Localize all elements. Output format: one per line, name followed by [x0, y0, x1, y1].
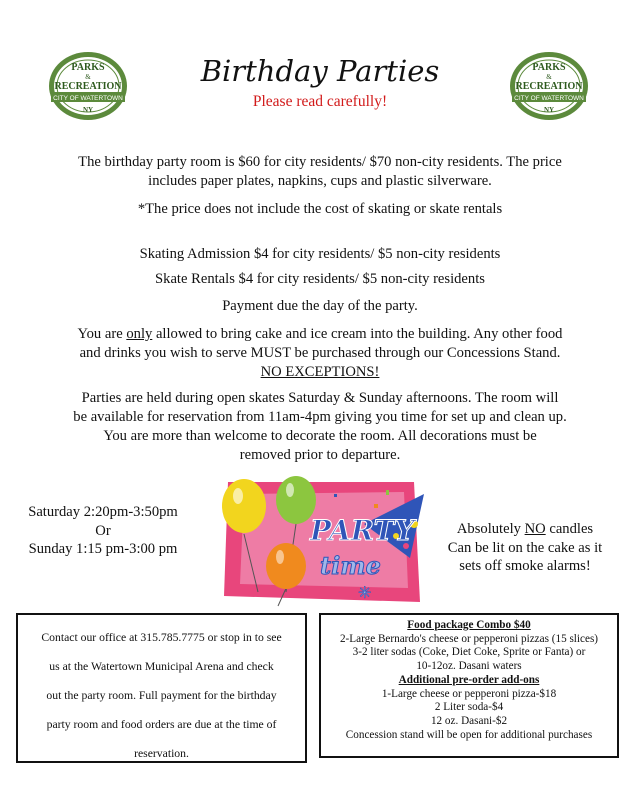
payment-note: Payment due the day of the party. — [222, 298, 418, 314]
logo-top-text: PARKS — [532, 62, 566, 73]
logo-city-text: CITY OF WATERTOWN — [53, 95, 123, 102]
addons-heading: Additional pre-order add-ons — [398, 673, 540, 686]
food-package-box — [319, 613, 619, 758]
candles-post: candles — [545, 521, 594, 537]
parks-recreation-logo-left — [47, 50, 129, 122]
contact-line-5: reservation. — [134, 747, 189, 760]
addon-2: 2 Liter soda-$4 — [434, 701, 504, 714]
page-subtitle: Please read carefully! — [252, 93, 388, 110]
addon-3: 12 oz. Dasani-$2 — [430, 714, 508, 727]
parks-recreation-logo-right — [508, 50, 590, 122]
addon-1: 1-Large cheese or pepperoni pizza-$18 — [381, 687, 557, 700]
logo-amp: & — [85, 73, 91, 81]
contact-line-1: Contact our office at 315.785.7775 or stop in to see — [41, 631, 282, 644]
logo-amp: & — [546, 73, 552, 81]
food-rule-paragraph — [40, 325, 600, 382]
candles-line-3: sets off smoke alarms! — [459, 558, 591, 574]
schedule-line-2: be available for reservation from 11am-4pm giving you time for set up and clean up. — [73, 409, 567, 425]
food-rule-line-1 — [40, 325, 600, 344]
svg-text:✳: ✳ — [358, 583, 372, 602]
price-note: *The price does not include the cost of skating or skate rentals — [137, 201, 503, 217]
candles-line-1 — [430, 520, 620, 539]
logo-top-text: PARKS — [71, 62, 105, 73]
party-time-graphic — [214, 474, 428, 608]
schedule-line-1: Parties are held during open skates Saturday & Sunday afternoons. The room will — [81, 390, 559, 406]
party-word: PARTY — [310, 514, 415, 547]
candles-pre: Absolutely — [456, 521, 525, 537]
schedule-line-3: You are more than welcome to decorate the room. All decorations must be — [103, 428, 537, 444]
saturday-time: Saturday 2:20pm-3:50pm — [28, 504, 178, 520]
schedule-paragraph — [40, 389, 600, 465]
logo-state-text: NY — [543, 106, 555, 114]
skate-rentals: Skate Rentals $4 for city residents/ $5 non-city residents — [155, 271, 485, 287]
time-word: time — [320, 551, 381, 580]
logo-middle-text: RECREATION — [515, 81, 583, 92]
schedule-line-4: removed prior to departure. — [239, 447, 401, 463]
price-line-1: The birthday party room is $60 for city residents/ $70 non-city residents. The price — [78, 154, 562, 170]
page-title: Birthday Parties — [200, 54, 440, 88]
no-exceptions: NO EXCEPTIONS! — [260, 364, 380, 380]
price-paragraph — [40, 153, 600, 191]
contact-line-3: out the party room. Full payment for the birthday — [46, 689, 277, 702]
logo-city-text: CITY OF WATERTOWN — [514, 95, 584, 102]
contact-line-4: party room and food orders are due at the time of — [46, 718, 277, 731]
combo-item-3: 10-12oz. Dasani waters — [416, 660, 522, 673]
food-rule-only: only — [126, 326, 153, 342]
combo-item-2: 3-2 liter sodas (Coke, Diet Coke, Sprite or Fanta) or — [352, 646, 586, 659]
contact-box — [16, 613, 307, 763]
candles-no: NO — [524, 521, 546, 537]
food-rule-line-2: and drinks you wish to serve MUST be purchased through our Concessions Stand. — [79, 345, 561, 361]
logo-emblem-icon — [47, 50, 129, 122]
candles-line-2: Can be lit on the cake as it — [447, 539, 603, 556]
party-times — [8, 503, 198, 559]
combo-heading: Food package Combo $40 — [407, 619, 531, 631]
contact-line-2: us at the Watertown Municipal Arena and check — [49, 660, 274, 673]
price-line-2: includes paper plates, napkins, cups and plastic silverware. — [148, 173, 492, 189]
logo-state-text: NY — [82, 106, 94, 114]
food-rule-post: allowed to bring cake and ice cream into the building. Any other food — [152, 326, 563, 342]
combo-item-1: 2-Large Bernardo's cheese or pepperoni pizzas (15 slices) — [339, 632, 599, 645]
or-text: Or — [95, 522, 111, 539]
food-box-footer: Concession stand will be open for additional purchases — [345, 728, 593, 741]
party-balloons-icon — [214, 474, 428, 608]
skating-admission: Skating Admission $4 for city residents/ $5 non-city residents — [139, 246, 501, 262]
candles-warning — [430, 520, 620, 576]
sunday-time: Sunday 1:15 pm-3:00 pm — [28, 541, 178, 557]
food-rule-pre: You are — [77, 326, 127, 342]
logo-emblem-icon — [508, 50, 590, 122]
logo-middle-text: RECREATION — [54, 81, 122, 92]
